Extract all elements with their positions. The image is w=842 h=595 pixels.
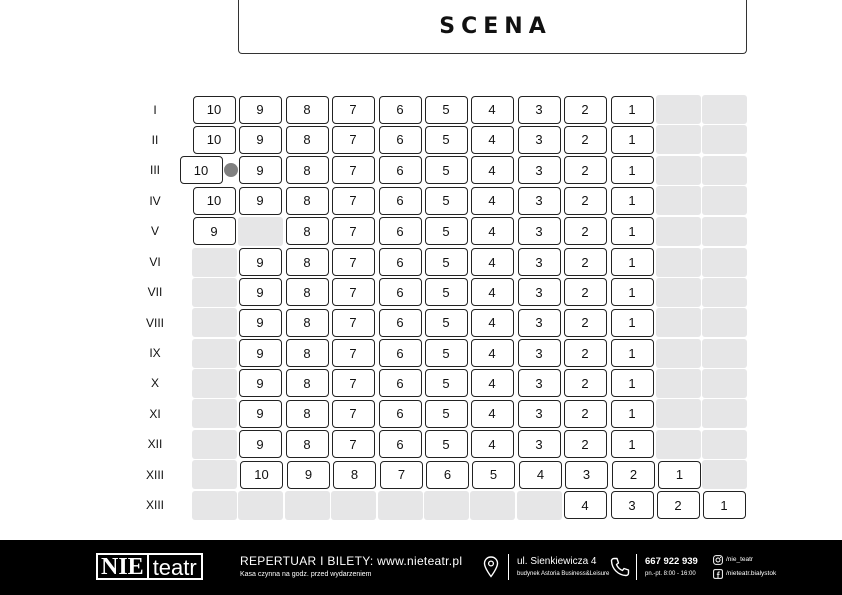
seat[interactable]: 3	[518, 400, 561, 428]
seat[interactable]: 5	[425, 400, 468, 428]
row-label: II	[151, 132, 159, 147]
address-line2: budynek Astoria Business&Leisure	[517, 571, 610, 577]
seat[interactable]: 7	[332, 156, 375, 184]
seat[interactable]: 6	[379, 217, 422, 245]
row-label: VIII	[145, 315, 164, 330]
seat[interactable]: 5	[425, 156, 468, 184]
empty-seat-slot	[238, 491, 283, 520]
seat[interactable]: 1	[611, 126, 654, 154]
seat[interactable]: 8	[286, 126, 329, 154]
footer	[0, 540, 842, 595]
empty-seat-slot	[192, 460, 237, 489]
seat[interactable]: 7	[380, 461, 423, 489]
empty-seat-slot	[702, 339, 747, 368]
row-label: XII	[147, 437, 163, 451]
seat[interactable]: 8	[333, 461, 376, 489]
seat[interactable]: 3	[518, 156, 561, 184]
seat[interactable]: 10	[193, 187, 236, 215]
empty-seat-slot	[238, 217, 283, 246]
phone-icon	[609, 556, 631, 578]
empty-seat-slot	[702, 430, 747, 459]
seat[interactable]: 2	[564, 430, 607, 458]
seat[interactable]: 9	[239, 278, 282, 306]
seat[interactable]: 2	[564, 126, 607, 154]
empty-seat-slot	[702, 399, 747, 428]
seat[interactable]: 7	[332, 369, 375, 397]
seat[interactable]: 4	[471, 369, 514, 397]
seat[interactable]: 3	[518, 278, 561, 306]
row-label: XIII	[145, 498, 164, 512]
empty-seat-slot	[424, 491, 469, 520]
seat[interactable]: 1	[611, 430, 654, 458]
empty-seat-slot	[192, 491, 237, 520]
empty-seat-slot	[702, 369, 747, 398]
seat[interactable]: 3	[518, 96, 561, 124]
row-label: IV	[149, 193, 161, 208]
seat[interactable]: 6	[379, 309, 422, 337]
seat[interactable]: 2	[612, 461, 655, 489]
empty-seat-slot	[656, 248, 701, 277]
empty-seat-slot	[656, 399, 701, 428]
seat[interactable]: 2	[657, 491, 700, 519]
seat[interactable]: 2	[564, 248, 607, 276]
logo-nie: NIE	[96, 553, 149, 580]
seat[interactable]: 3	[518, 339, 561, 367]
phone-number[interactable]: 667 922 939	[645, 556, 698, 567]
seat[interactable]: 5	[425, 430, 468, 458]
seat[interactable]: 9	[193, 217, 236, 245]
seat[interactable]: 10	[193, 126, 236, 154]
seat[interactable]: 8	[286, 187, 329, 215]
seat[interactable]: 1	[611, 278, 654, 306]
seat[interactable]: 4	[471, 339, 514, 367]
empty-seat-slot	[192, 369, 237, 398]
seat[interactable]: 1	[611, 309, 654, 337]
seat[interactable]: 9	[239, 248, 282, 276]
seat[interactable]: 1	[658, 461, 701, 489]
seat[interactable]: 3	[518, 369, 561, 397]
seat[interactable]: 1	[611, 217, 654, 245]
empty-seat-slot	[656, 125, 701, 154]
seat[interactable]: 1	[703, 491, 746, 519]
seat[interactable]: 9	[239, 126, 282, 154]
seat[interactable]: 9	[239, 369, 282, 397]
seat[interactable]: 3	[518, 248, 561, 276]
seat[interactable]: 4	[471, 187, 514, 215]
seat[interactable]: 6	[379, 400, 422, 428]
seat[interactable]: 4	[471, 248, 514, 276]
empty-seat-slot	[192, 248, 237, 277]
row-label: XI	[149, 406, 161, 421]
empty-seat-slot	[656, 278, 701, 307]
seat[interactable]: 6	[379, 126, 422, 154]
seat[interactable]: 3	[518, 187, 561, 215]
seat[interactable]: 9	[239, 96, 282, 124]
empty-seat-slot	[702, 217, 747, 246]
seat[interactable]: 9	[239, 309, 282, 337]
seat[interactable]: 2	[564, 187, 607, 215]
seat[interactable]: 7	[332, 309, 375, 337]
empty-seat-slot	[470, 491, 515, 520]
facebook-handle[interactable]: /nieteatr.bialystok	[726, 570, 777, 577]
seat[interactable]: 3	[518, 309, 561, 337]
seat[interactable]: 4	[471, 217, 514, 245]
empty-seat-slot	[656, 369, 701, 398]
location-pin-icon	[483, 556, 499, 578]
seat[interactable]: 6	[379, 187, 422, 215]
seat[interactable]: 9	[239, 187, 282, 215]
seat[interactable]: 5	[472, 461, 515, 489]
seat[interactable]: 1	[611, 96, 654, 124]
stage-label: SCENA	[439, 14, 552, 39]
empty-seat-slot	[702, 460, 747, 489]
seat[interactable]: 2	[564, 339, 607, 367]
row-label: XIII	[145, 467, 164, 482]
seat[interactable]: 1	[611, 187, 654, 215]
seat[interactable]: 9	[239, 400, 282, 428]
seat[interactable]: 7	[332, 96, 375, 124]
seat[interactable]: 7	[332, 339, 375, 367]
seat[interactable]: 4	[564, 491, 607, 519]
seat[interactable]: 10	[193, 96, 236, 124]
seat[interactable]: 7	[332, 400, 375, 428]
seat[interactable]: 6	[379, 369, 422, 397]
address-line1: ul. Sienkiewicza 4	[517, 556, 597, 567]
seat[interactable]: 6	[379, 96, 422, 124]
seat[interactable]: 8	[286, 96, 329, 124]
seat[interactable]: 1	[611, 339, 654, 367]
seat[interactable]: 5	[425, 369, 468, 397]
empty-seat-slot	[702, 248, 747, 277]
seat[interactable]: 6	[426, 461, 469, 489]
seat[interactable]: 2	[564, 309, 607, 337]
seat[interactable]: 2	[564, 278, 607, 306]
seat[interactable]: 2	[564, 217, 607, 245]
empty-seat-slot	[378, 491, 423, 520]
seat[interactable]: 7	[332, 278, 375, 306]
row-label: VI	[149, 255, 161, 269]
row-label: III	[149, 163, 160, 177]
empty-seat-slot	[702, 308, 747, 337]
seat[interactable]: 5	[425, 278, 468, 306]
seat[interactable]: 7	[332, 126, 375, 154]
empty-seat-slot	[702, 125, 747, 154]
seat[interactable]: 8	[286, 339, 329, 367]
empty-seat-slot	[656, 95, 701, 124]
empty-seat-slot	[192, 399, 237, 428]
seat[interactable]: 7	[332, 217, 375, 245]
seat[interactable]: 6	[379, 248, 422, 276]
instagram-handle[interactable]: /nie_teatr	[726, 556, 754, 563]
seat[interactable]: 5	[425, 339, 468, 367]
seat[interactable]: 1	[611, 369, 654, 397]
seat[interactable]: 3	[611, 491, 654, 519]
seat[interactable]: 8	[286, 248, 329, 276]
seat[interactable]: 4	[471, 126, 514, 154]
seat[interactable]: 3	[518, 126, 561, 154]
seat[interactable]: 4	[471, 156, 514, 184]
empty-seat-slot	[656, 339, 701, 368]
row-label: I	[153, 102, 157, 117]
empty-seat-slot	[656, 430, 701, 459]
seat[interactable]: 5	[425, 248, 468, 276]
accessibility-marker	[224, 163, 238, 177]
seat[interactable]: 10	[240, 461, 283, 489]
instagram-icon	[713, 555, 723, 565]
seat[interactable]: 4	[471, 96, 514, 124]
seat[interactable]: 9	[239, 156, 282, 184]
empty-seat-slot	[656, 308, 701, 337]
seat[interactable]: 8	[286, 278, 329, 306]
seat[interactable]: 7	[332, 187, 375, 215]
logo-teatr: teatr	[149, 553, 203, 580]
seat[interactable]: 5	[425, 126, 468, 154]
seat[interactable]: 6	[379, 156, 422, 184]
empty-seat-slot	[702, 95, 747, 124]
empty-seat-slot	[192, 278, 237, 307]
empty-seat-slot	[331, 491, 376, 520]
seat[interactable]: 9	[239, 430, 282, 458]
seat[interactable]: 2	[564, 156, 607, 184]
seat[interactable]: 3	[565, 461, 608, 489]
empty-seat-slot	[702, 156, 747, 185]
seat[interactable]: 5	[425, 309, 468, 337]
empty-seat-slot	[192, 308, 237, 337]
row-label: IX	[149, 346, 161, 360]
seat[interactable]: 8	[286, 156, 329, 184]
divider	[508, 554, 509, 580]
empty-seat-slot	[192, 339, 237, 368]
logo	[96, 553, 204, 580]
empty-seat-slot	[702, 186, 747, 215]
seat[interactable]: 5	[425, 187, 468, 215]
empty-seat-slot	[656, 186, 701, 215]
divider	[636, 554, 637, 580]
seat[interactable]: 6	[379, 430, 422, 458]
empty-seat-slot	[285, 491, 330, 520]
seat[interactable]: 7	[332, 430, 375, 458]
seat[interactable]: 4	[471, 309, 514, 337]
seat[interactable]: 6	[379, 339, 422, 367]
seat[interactable]: 8	[286, 217, 329, 245]
seat[interactable]: 4	[471, 278, 514, 306]
repertuar-link[interactable]: REPERTUAR I BILETY: www.nieteatr.pl	[240, 554, 463, 568]
seat[interactable]: 8	[286, 400, 329, 428]
seat[interactable]: 8	[286, 369, 329, 397]
seat[interactable]: 9	[239, 339, 282, 367]
seat[interactable]: 5	[425, 217, 468, 245]
seat[interactable]: 2	[564, 400, 607, 428]
seat[interactable]: 9	[287, 461, 330, 489]
seat[interactable]: 3	[518, 430, 561, 458]
seat[interactable]: 10	[180, 156, 223, 184]
seat[interactable]: 8	[286, 430, 329, 458]
row-label: VII	[147, 285, 163, 299]
facebook-icon	[713, 569, 723, 579]
empty-seat-slot	[192, 430, 237, 459]
seat[interactable]: 1	[611, 248, 654, 276]
seat[interactable]: 2	[564, 369, 607, 397]
seat[interactable]: 4	[471, 430, 514, 458]
seat[interactable]: 6	[379, 278, 422, 306]
empty-seat-slot	[702, 278, 747, 307]
seat[interactable]: 5	[425, 96, 468, 124]
seat[interactable]: 4	[471, 400, 514, 428]
seat[interactable]: 3	[518, 217, 561, 245]
seat[interactable]: 1	[611, 400, 654, 428]
empty-seat-slot	[517, 491, 562, 520]
seat[interactable]: 1	[611, 156, 654, 184]
seat[interactable]: 7	[332, 248, 375, 276]
seat[interactable]: 2	[564, 96, 607, 124]
empty-seat-slot	[656, 156, 701, 185]
office-hours: pn.-pt. 8:00 - 16:00	[645, 571, 696, 577]
empty-seat-slot	[656, 217, 701, 246]
row-label: X	[150, 376, 159, 390]
seat[interactable]: 8	[286, 309, 329, 337]
seat[interactable]: 4	[519, 461, 562, 489]
box-office-note: Kasa czynna na godz. przed wydarzeniem	[240, 571, 372, 578]
row-label: V	[150, 224, 159, 238]
